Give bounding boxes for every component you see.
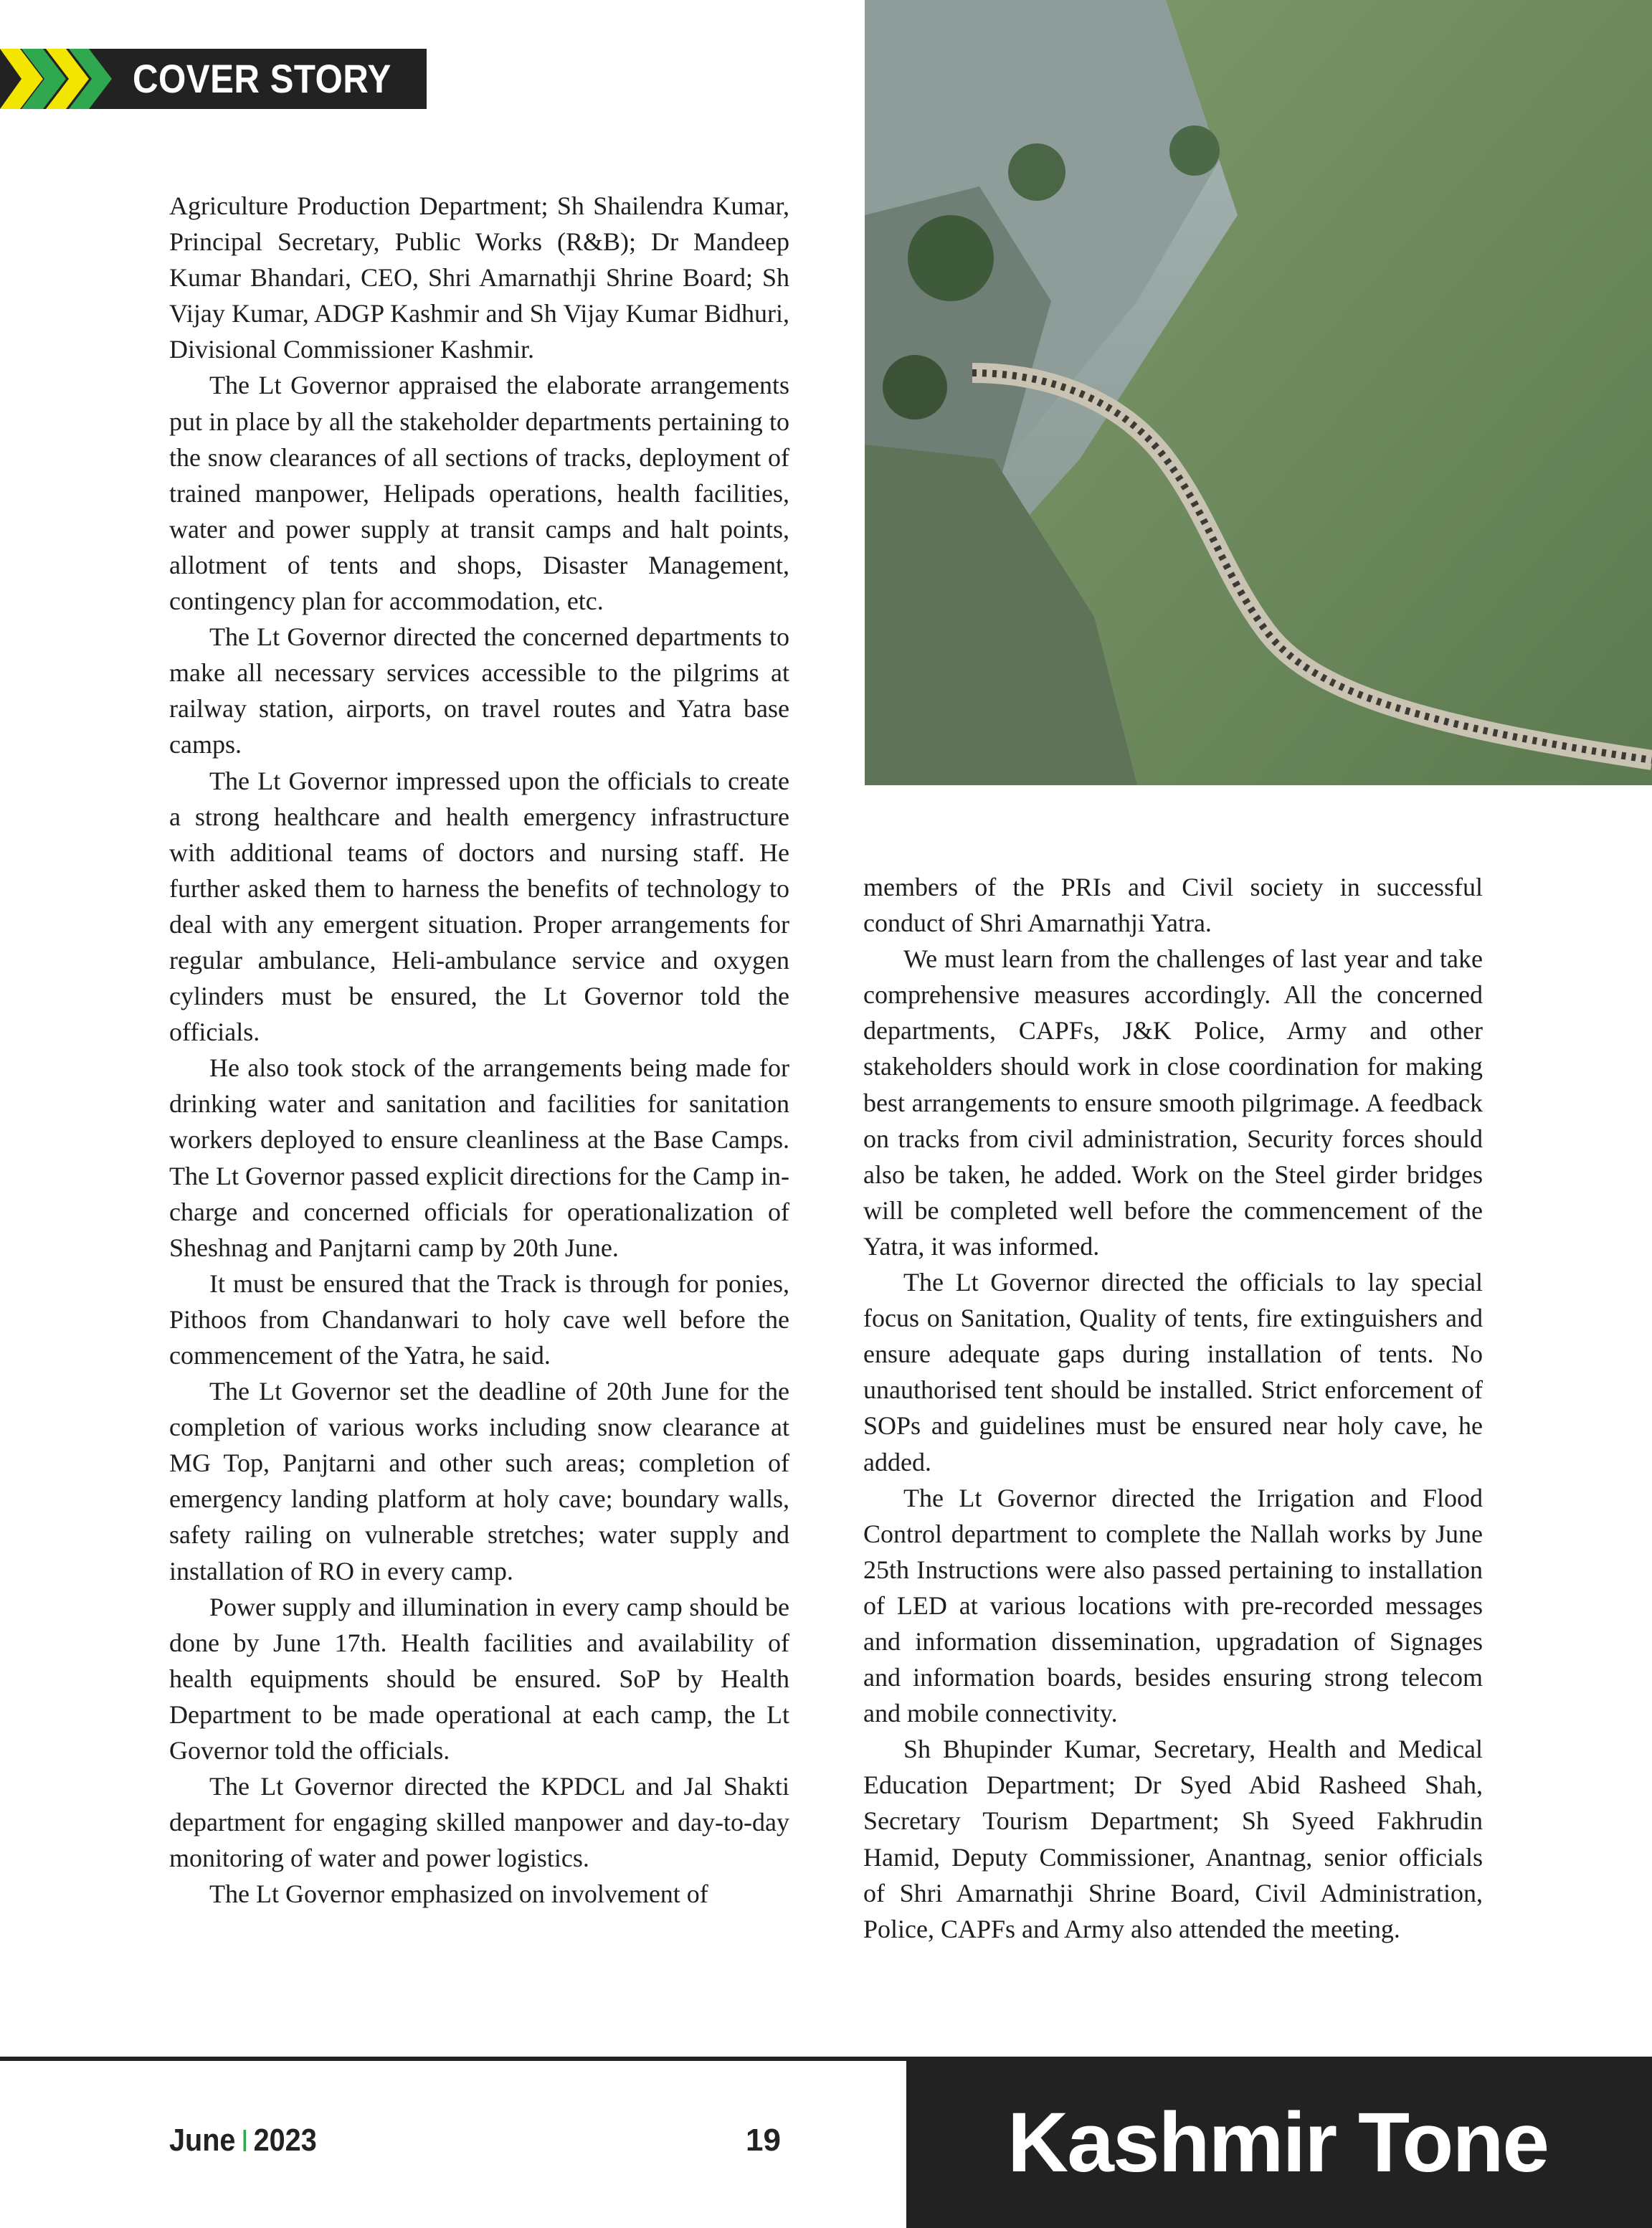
issue-month: June [169,2123,236,2158]
article-paragraph: Power supply and illumination in every camp should be done by June 17th. Health facilities and availability of health equipments should be ensured. SoP by Health Department to be made operational at each camp, the Lt Governor told the officials. [169,1592,789,1765]
page-number: 19 [746,2123,781,2158]
article-column-left [169,188,789,1912]
section-header [0,49,427,109]
article-column-right [863,869,1483,1947]
mountain-trail-photo [865,0,1652,785]
article-paragraph: The Lt Governor directed the officials to lay special focus on Sanitation, Quality of tents, fire extinguishers and ensure adequate gaps during installation of tents. No unauthorised tent should be installed. Strict enforcement of SOPs and guidelines must be ensured near holy cave, he added. [863,1268,1483,1476]
article-paragraph: The Lt Governor directed the Irrigation and Flood Control department to complete the Nallah works by June 25th Instructions were also passed pertaining to installation of LED at various locations with pre-recorded messages and information dissemination, upgradation of Signages and information boards, besides ensuring strong telecom and mobile connectivity. [863,1483,1483,1728]
article-paragraph: The Lt Governor impressed upon the officials to create a strong healthcare and health emergency infrastructure with additional teams of doctors and nursing staff. He further asked them to harness the benefits of technology to deal with any emergent situation. Proper arrangements for regular ambulance, Heli-ambulance service and oxygen cylinders must be ensured, the Lt Governor told the officials. [169,766,789,1047]
article-paragraph: He also took stock of the arrangements being made for drinking water and sanitation and facilities for sanitation workers deployed to ensure cleanliness at the Base Camps. The Lt Governor passed explicit directions for the Camp in-charge and concerned officials for operationalization of Sheshnag and Panjtarni camp by 20th June. [169,1053,789,1262]
article-paragraph: Sh Bhupinder Kumar, Secretary, Health and Medical Education Department; Dr Syed Abid Rasheed Shah, Secretary Tourism Department; Sh Syeed Fakhrudin Hamid, Deputy Commissioner, Anantnag, senior officials of Shri Amarnathji Shrine Board, Civil Administration, Police, CAPFs and Army also attended the meeting. [863,1735,1483,1943]
magazine-brand: Kashmir Tone [1007,2095,1549,2190]
article-paragraph: members of the PRIs and Civil society in successful conduct of Shri Amarnathji Yatra. [863,873,1483,938]
article-paragraph: The Lt Governor set the deadline of 20th June for the completion of various works including snow clearance at MG Top, Panjtarni and other such areas; completion of emergency landing platform at holy cave; boundary walls, safety railing on vulnerable stretches; water supply and installation of RO in every camp. [169,1377,789,1585]
issue-date [169,2123,317,2158]
chevron-arrows-icon [0,49,115,109]
article-paragraph: The Lt Governor directed the concerned departments to make all necessary services accessible to the pilgrims at railway station, airports, on travel routes and Yatra base camps. [169,622,789,759]
article-paragraph: The Lt Governor appraised the elaborate arrangements put in place by all the stakeholder departments pertaining to the snow clearances of all sections of tracks, deployment of trained manpower, Helipads operations, health facilities, water and power supply at transit camps and halt points, allotment of tents and shops, Disaster Management, contingency plan for accommodation, etc. [169,371,789,616]
issue-year: 2023 [253,2123,317,2158]
date-separator [243,2130,246,2151]
article-paragraph: Agriculture Production Department; Sh Shailendra Kumar, Principal Secretary, Public Works (R&B); Dr Mandeep Kumar Bhandari, CEO, Shri Amarnathji Shrine Board; Sh Vijay Kumar, ADGP Kashmir and Sh Vijay Kumar Bidhuri, Divisional Commissioner Kashmir. [169,191,789,364]
article-paragraph: The Lt Governor directed the KPDCL and Jal Shakti department for engaging skilled manpower and day-to-day monitoring of water and power logistics. [169,1772,789,1873]
article-paragraph: It must be ensured that the Track is through for ponies, Pithoos from Chandanwari to holy cave well before the commencement of the Yatra, he said. [169,1269,789,1370]
article-paragraph: We must learn from the challenges of last year and take comprehensive measures accordingly. All the concerned departments, CAPFs, J&K Police, Army and other stakeholders should work in close coordination for making best arrangements to ensure smooth pilgrimage. A feedback on tracks from civil administration, Security forces should also be taken, he added. Work on the Steel girder bridges will be completed well before the commencement of the Yatra, it was informed. [863,944,1483,1261]
section-label: COVER STORY [133,56,391,101]
article-paragraph: The Lt Governor emphasized on involvement of [209,1879,708,1909]
